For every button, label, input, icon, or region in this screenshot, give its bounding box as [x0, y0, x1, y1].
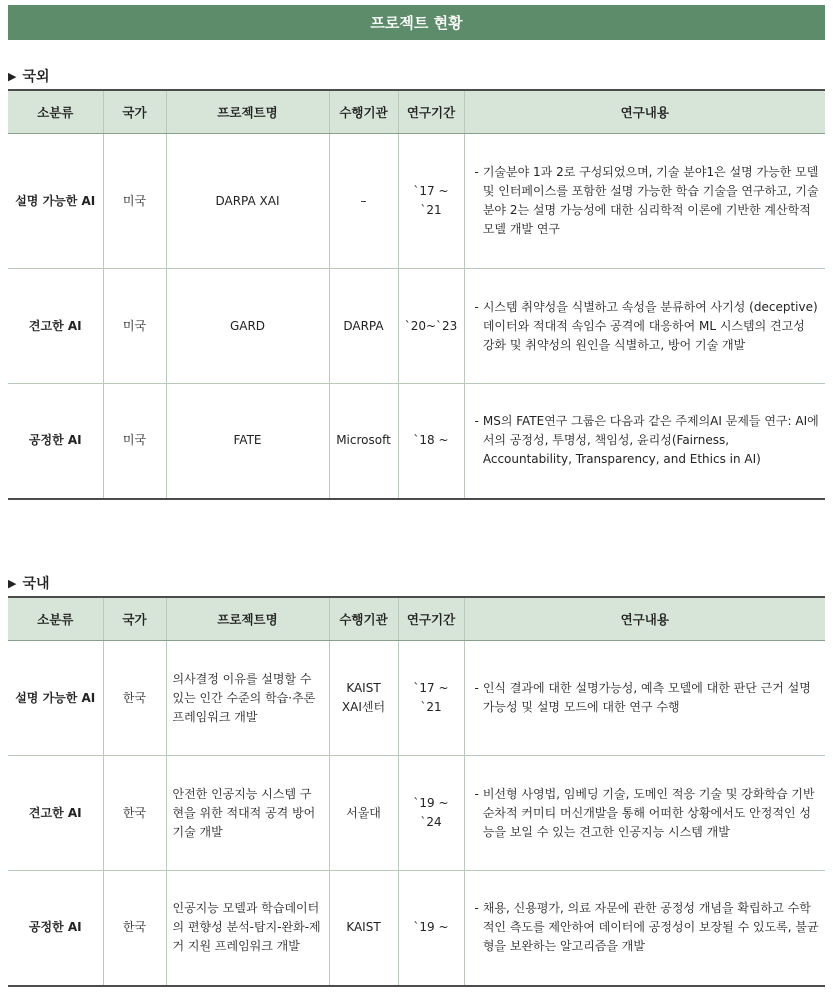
col-header-period: 연구기간	[398, 597, 464, 641]
col-header-org: 수행기관	[329, 90, 398, 134]
cell-org: DARPA	[329, 269, 398, 384]
content-text: 시스템 취약성을 식별하고 속성을 분류하여 사기성 (deceptive) 데이터와 적대적 속임수 공격에 대응하여 ML 시스템의 견고성 강화 및 취약성의 원인을 식별하고, 방어 기술 개발	[482, 299, 818, 352]
overseas-table	[8, 89, 825, 500]
section-overseas-label	[8, 66, 50, 86]
table-row	[8, 871, 825, 986]
cell-org: Microsoft	[329, 384, 398, 499]
content-text: 기술분야 1과 2로 구성되었으며, 기술 분야1은 설명 가능한 모델 및 인터페이스를 포함한 설명 가능한 학습 기술을 연구하고, 기술 분야 2는 설명 가능성에 대한 심리학적 이론에 기반한 계산학적 모델 개발 연구	[482, 165, 819, 236]
page-title: 프로젝트 현황	[8, 5, 825, 40]
table-header-row	[8, 597, 825, 641]
content-text: MS의 FATE연구 그룹은 다음과 같은 주제의AI 문제들 연구: AI에서의 공정성, 투명성, 책임성, 윤리성(Fairness, Accountability, Transparency, and Ethics in AI)	[482, 414, 819, 467]
section-domestic-text: 국내	[22, 576, 50, 592]
bullet-dash: -	[474, 299, 479, 314]
col-header-content: 연구내용	[464, 597, 825, 641]
table-row	[8, 384, 825, 499]
col-header-project: 프로젝트명	[166, 597, 329, 641]
cell-country: 한국	[103, 641, 166, 756]
cell-org: KAIST XAI센터	[329, 641, 398, 756]
cell-org: 서울대	[329, 756, 398, 871]
cell-project: 인공지능 모델과 학습데이터의 편향성 분석-탐지-완화-제거 지원 프레임워크 개발	[166, 871, 329, 986]
cell-project: 의사결정 이유를 설명할 수 있는 인간 수준의 학습·추론 프레임워크 개발	[166, 641, 329, 756]
col-header-country: 국가	[103, 90, 166, 134]
triangle-right-icon: ▶	[8, 69, 17, 83]
bullet-dash: -	[474, 414, 479, 429]
cell-country: 미국	[103, 384, 166, 499]
cell-period: `18 ~	[398, 384, 464, 499]
cell-content	[464, 384, 825, 499]
cell-project: GARD	[166, 269, 329, 384]
col-header-project: 프로젝트명	[166, 90, 329, 134]
table-row	[8, 134, 825, 269]
cell-category: 설명 가능한 AI	[8, 134, 103, 269]
bullet-dash: -	[474, 165, 479, 179]
cell-project: FATE	[166, 384, 329, 499]
table-row	[8, 641, 825, 756]
cell-content	[464, 871, 825, 986]
cell-category: 견고한 AI	[8, 756, 103, 871]
content-text: 비선형 사영법, 임베딩 기술, 도메인 적응 기술 및 강화학습 기반 순차적 커미티 머신개발을 통해 어떠한 상황에서도 안정적인 성능을 보일 수 있는 견고한 인공지능 시스템 개발	[482, 786, 815, 839]
col-header-period: 연구기간	[398, 90, 464, 134]
section-overseas-text: 국외	[22, 69, 50, 85]
cell-content	[464, 756, 825, 871]
cell-period: `20~`23	[398, 269, 464, 384]
cell-category: 공정한 AI	[8, 871, 103, 986]
cell-content	[464, 269, 825, 384]
cell-content	[464, 641, 825, 756]
col-header-category: 소분류	[8, 90, 103, 134]
cell-period: `17 ~ `21	[398, 134, 464, 269]
domestic-table	[8, 596, 825, 987]
cell-country: 한국	[103, 756, 166, 871]
cell-country: 한국	[103, 871, 166, 986]
table-header-row	[8, 90, 825, 134]
table-row	[8, 756, 825, 871]
bullet-dash: -	[474, 681, 479, 695]
cell-country: 미국	[103, 134, 166, 269]
cell-project: DARPA XAI	[166, 134, 329, 269]
cell-org: KAIST	[329, 871, 398, 986]
bullet-dash: -	[474, 786, 479, 801]
cell-category: 공정한 AI	[8, 384, 103, 499]
cell-period: `19 ~	[398, 871, 464, 986]
cell-country: 미국	[103, 269, 166, 384]
table-row	[8, 269, 825, 384]
col-header-content: 연구내용	[464, 90, 825, 134]
bullet-dash: -	[474, 901, 479, 916]
col-header-org: 수행기관	[329, 597, 398, 641]
cell-content	[464, 134, 825, 269]
cell-category: 설명 가능한 AI	[8, 641, 103, 756]
cell-org: –	[329, 134, 398, 269]
content-text: 채용, 신용평가, 의료 자문에 관한 공정성 개념을 확립하고 수학적인 측도를 제안하여 데이터에 공정성이 보장될 수 있도록, 불균형을 보완하는 알고리즘을 개발	[482, 901, 819, 954]
section-domestic-label	[8, 573, 50, 593]
col-header-category: 소분류	[8, 597, 103, 641]
cell-project: 안전한 인공지능 시스템 구현을 위한 적대적 공격 방어 기술 개발	[166, 756, 329, 871]
triangle-right-icon: ▶	[8, 576, 17, 590]
cell-category: 견고한 AI	[8, 269, 103, 384]
col-header-country: 국가	[103, 597, 166, 641]
content-text: 인식 결과에 대한 설명가능성, 예측 모델에 대한 판단 근거 설명가능성 및 설명 모드에 대한 연구 수행	[482, 681, 811, 714]
cell-period: `19 ~ `24	[398, 756, 464, 871]
cell-period: `17 ~ `21	[398, 641, 464, 756]
